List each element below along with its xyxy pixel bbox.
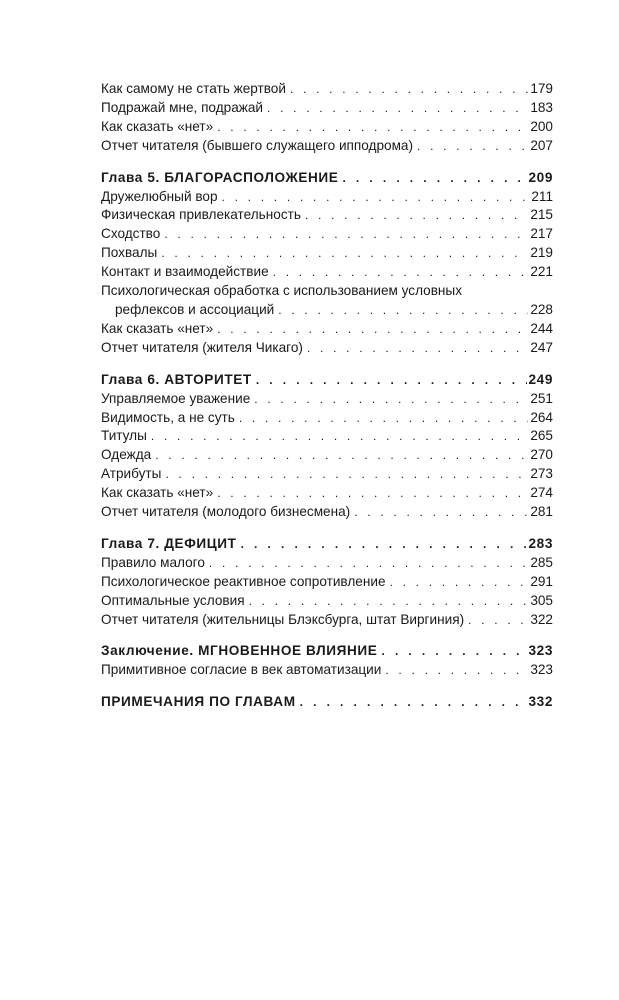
toc-entry-title-line1: Психологическая обработка с использованием условных xyxy=(101,283,463,299)
toc-group-previous-chapter xyxy=(101,80,553,156)
toc-entry-title: Правило малого xyxy=(101,554,205,570)
toc-entry-title: Видимость, а не суть xyxy=(101,409,235,425)
toc-entry-line xyxy=(101,301,553,320)
toc-entry[interactable] xyxy=(101,244,553,263)
toc-entry[interactable] xyxy=(101,225,553,244)
toc-entry[interactable] xyxy=(101,390,553,409)
toc-group-chapter-7 xyxy=(101,535,553,630)
dot-leader xyxy=(290,80,528,99)
dot-leader xyxy=(300,693,527,712)
table-of-contents xyxy=(101,80,553,712)
chapter-title: Глава 6. АВТОРИТЕТ xyxy=(101,371,252,387)
toc-entry[interactable] xyxy=(101,554,553,573)
toc-entry[interactable] xyxy=(101,611,553,630)
toc-entry-page: 291 xyxy=(530,573,553,589)
toc-entry-title: Отчет читателя (бывшего служащего ипподрома) xyxy=(101,137,414,153)
toc-entry-title: Отчет читателя (жителя Чикаго) xyxy=(101,339,303,355)
toc-entry-page: 217 xyxy=(530,226,553,242)
toc-entry[interactable] xyxy=(101,99,553,118)
toc-entry[interactable] xyxy=(101,263,553,282)
dot-leader xyxy=(254,390,528,409)
toc-entry-title: Контакт и взаимодействие xyxy=(101,264,269,280)
toc-entry-page: 247 xyxy=(530,339,553,355)
dot-leader xyxy=(249,592,529,611)
toc-group-notes xyxy=(101,693,553,712)
toc-entry-page: 264 xyxy=(530,409,553,425)
toc-entry[interactable] xyxy=(101,339,553,358)
toc-entry[interactable] xyxy=(101,137,553,156)
chapter-title: Заключение. МГНОВЕННОЕ ВЛИЯНИЕ xyxy=(101,643,378,659)
dot-leader xyxy=(305,206,528,225)
toc-entry-page: 270 xyxy=(530,447,553,463)
toc-entry[interactable] xyxy=(101,320,553,339)
toc-entry-page: 265 xyxy=(530,428,553,444)
toc-entry-title: Как сказать «нет» xyxy=(101,485,214,501)
toc-entry[interactable] xyxy=(101,573,553,592)
toc-entry[interactable] xyxy=(101,80,553,99)
chapter-page: 209 xyxy=(528,169,553,185)
dot-leader xyxy=(278,301,528,320)
toc-entry-title: Как сказать «нет» xyxy=(101,320,214,336)
toc-entry-page: 228 xyxy=(530,301,553,317)
toc-entry[interactable] xyxy=(101,206,553,225)
toc-chapter-heading[interactable] xyxy=(101,535,553,554)
toc-entry-page: 285 xyxy=(530,554,553,570)
toc-entry[interactable] xyxy=(101,118,553,137)
toc-chapter-heading[interactable] xyxy=(101,169,553,188)
toc-entry-title: Похвалы xyxy=(101,245,158,261)
toc-entry[interactable] xyxy=(101,446,553,465)
dot-leader xyxy=(155,446,528,465)
chapter-page: 323 xyxy=(528,643,553,659)
toc-entry[interactable] xyxy=(101,592,553,611)
chapter-page: 332 xyxy=(528,694,553,710)
toc-entry-title: Как самому не стать жертвой xyxy=(101,81,286,96)
toc-entry-title: Дружелюбный вор xyxy=(101,188,218,204)
toc-entry-page: 244 xyxy=(530,320,553,336)
toc-group-chapter-5 xyxy=(101,169,553,358)
dot-leader xyxy=(390,573,529,592)
dot-leader xyxy=(417,137,528,156)
toc-entry[interactable] xyxy=(101,409,553,428)
toc-entry-page: 273 xyxy=(530,466,553,482)
toc-entry-title: Психологическое реактивное сопротивление xyxy=(101,573,386,589)
toc-entry-page: 305 xyxy=(530,592,553,608)
dot-leader xyxy=(239,409,528,428)
chapter-title: Глава 7. ДЕФИЦИТ xyxy=(101,535,237,551)
dot-leader xyxy=(267,99,528,118)
toc-entry[interactable] xyxy=(101,484,553,503)
dot-leader xyxy=(342,169,526,188)
toc-entry-title-line2: рефлексов и ассоциаций xyxy=(115,301,275,317)
toc-entry-title: Сходство xyxy=(101,226,161,242)
toc-entry-title: Отчет читателя (жительницы Блэксбурга, штат Виргиния) xyxy=(101,611,465,627)
toc-entry-page: 281 xyxy=(530,504,553,520)
toc-entry-page: 207 xyxy=(530,137,553,153)
toc-entry-title: Отчет читателя (молодого бизнесмена) xyxy=(101,504,351,520)
toc-entry-title: Подражай мне, подражай xyxy=(101,99,263,115)
toc-entry-page: 215 xyxy=(530,207,553,223)
toc-entry-title: Управляемое уважение xyxy=(101,390,251,406)
toc-entry-page: 322 xyxy=(530,611,553,627)
dot-leader xyxy=(307,339,528,358)
toc-group-chapter-6 xyxy=(101,371,553,522)
dot-leader xyxy=(217,484,528,503)
toc-entry[interactable] xyxy=(101,427,553,446)
toc-entry-title: Атрибуты xyxy=(101,466,162,482)
toc-entry-page: 274 xyxy=(530,485,553,501)
dot-leader xyxy=(381,642,526,661)
toc-entry[interactable] xyxy=(101,661,553,680)
toc-chapter-heading[interactable] xyxy=(101,371,553,390)
chapter-page: 249 xyxy=(528,371,553,387)
toc-entry-page: 219 xyxy=(530,245,553,261)
toc-entry-title: Примитивное согласие в век автоматизации xyxy=(101,662,382,678)
toc-entry-page: 211 xyxy=(531,188,553,204)
toc-entry-page: 221 xyxy=(530,264,553,280)
toc-entry-title: Одежда xyxy=(101,447,152,463)
dot-leader xyxy=(217,118,528,137)
dot-leader xyxy=(164,225,528,244)
toc-entry[interactable] xyxy=(101,503,553,522)
toc-entry[interactable] xyxy=(101,465,553,484)
dot-leader xyxy=(209,554,528,573)
dot-leader xyxy=(222,188,530,207)
dot-leader xyxy=(354,503,528,522)
toc-entry-title: Оптимальные условия xyxy=(101,592,245,608)
chapter-title: ПРИМЕЧАНИЯ ПО ГЛАВАМ xyxy=(101,694,296,710)
toc-entry-multiline[interactable] xyxy=(101,282,553,320)
toc-entry-page: 200 xyxy=(530,118,553,134)
toc-chapter-heading[interactable] xyxy=(101,642,553,661)
toc-entry-line xyxy=(101,282,553,301)
toc-entry-page: 179 xyxy=(530,81,553,96)
toc-entry-page: 251 xyxy=(530,390,553,406)
toc-entry-title: Как сказать «нет» xyxy=(101,118,214,134)
toc-entry-page: 323 xyxy=(530,662,553,678)
chapter-title: Глава 5. БЛАГОРАСПОЛОЖЕНИЕ xyxy=(101,169,339,185)
dot-leader xyxy=(256,371,527,390)
toc-chapter-heading[interactable] xyxy=(101,693,553,712)
dot-leader xyxy=(217,320,528,339)
toc-entry-page: 183 xyxy=(530,99,553,115)
dot-leader xyxy=(161,244,528,263)
chapter-page: 283 xyxy=(528,535,553,551)
dot-leader xyxy=(151,427,528,446)
toc-entry[interactable] xyxy=(101,188,553,207)
dot-leader xyxy=(273,263,529,282)
toc-entry-title: Физическая привлекательность xyxy=(101,207,301,223)
dot-leader xyxy=(241,535,527,554)
dot-leader xyxy=(385,661,528,680)
dot-leader xyxy=(468,611,528,630)
toc-group-conclusion xyxy=(101,642,553,680)
toc-entry-title: Титулы xyxy=(101,428,147,444)
dot-leader xyxy=(165,465,528,484)
